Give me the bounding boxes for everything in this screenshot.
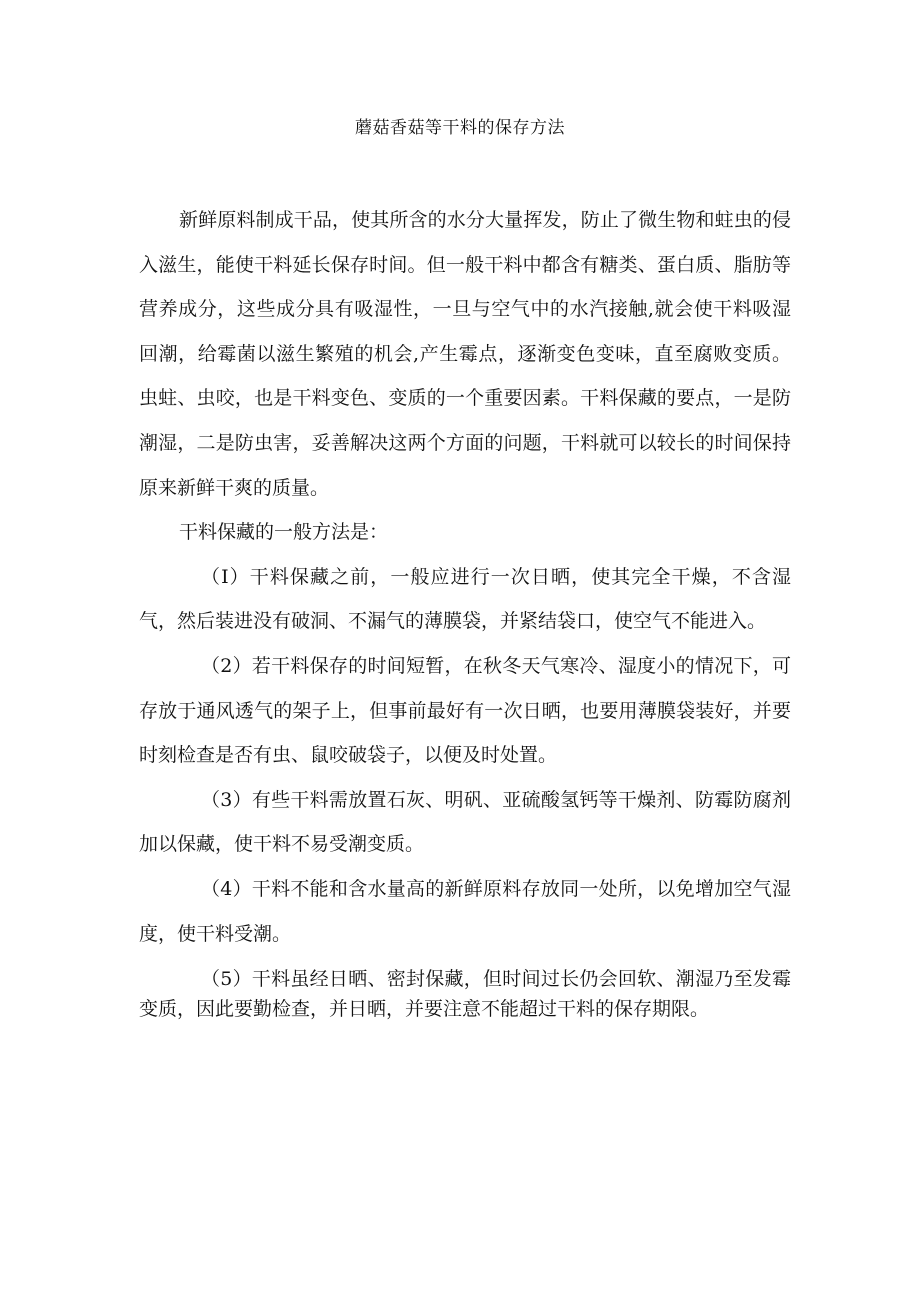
list-item-2: （2）若干料保存的时间短暂，在秋冬天气寒冷、湿度小的情况下，可存放于通风透气的架子上，但事前最好有一次日晒，也要用薄膜袋装好，并要时刻检查是否有虫、鼠咬破袋子，以便及时处置。 xyxy=(139,654,791,767)
document-title: 蘑菇香菇等干料的保存方法 xyxy=(355,118,565,138)
list-item-4: （4）干料不能和含水量高的新鲜原料存放同一处所，以免增加空气湿度，使干料受潮。 xyxy=(139,877,791,945)
list-item-5: （5）干料虽经日晒、密封保藏，但时间过长仍会回软、潮湿乃至发霉变质，因此要勤检查，并日晒，并要注意不能超过干料的保存期限。 xyxy=(139,968,791,1021)
paragraph-methods-heading: 干料保藏的一般方法是： xyxy=(179,521,389,544)
list-item-1: （I）干料保藏之前，一般应进行一次日晒，使其完全干燥，不含湿气，然后装进没有破洞、不漏气的薄膜袋，并紧结袋口，使空气不能进入。 xyxy=(139,565,791,633)
document-body xyxy=(139,198,791,1024)
list-item-3: （3）有些干料需放置石灰、明矾、亚硫酸氢钙等干燥剂、防霉防腐剂加以保藏，使干料不易受潮变质。 xyxy=(139,788,791,856)
paragraph-intro: 新鲜原料制成干品，使其所含的水分大量挥发，防止了微生物和蛀虫的侵入滋生，能使干料延长保存时间。但一般干料中都含有糖类、蛋白质、脂肪等营养成分，这些成分具有吸湿性，一旦与空气中的水汽接触,就会使干料吸湿回潮，给霉菌以滋生繁殖的机会,产生霉点，逐渐变色变味，直至腐败变质。虫蛀、虫咬，也是干料变色、变质的一个重要因素。干料保藏的要点，一是防潮湿，二是防虫害，妥善解决这两个方面的问题，干料就可以较长的时间保持原来新鲜干爽的质量。 xyxy=(139,209,791,499)
